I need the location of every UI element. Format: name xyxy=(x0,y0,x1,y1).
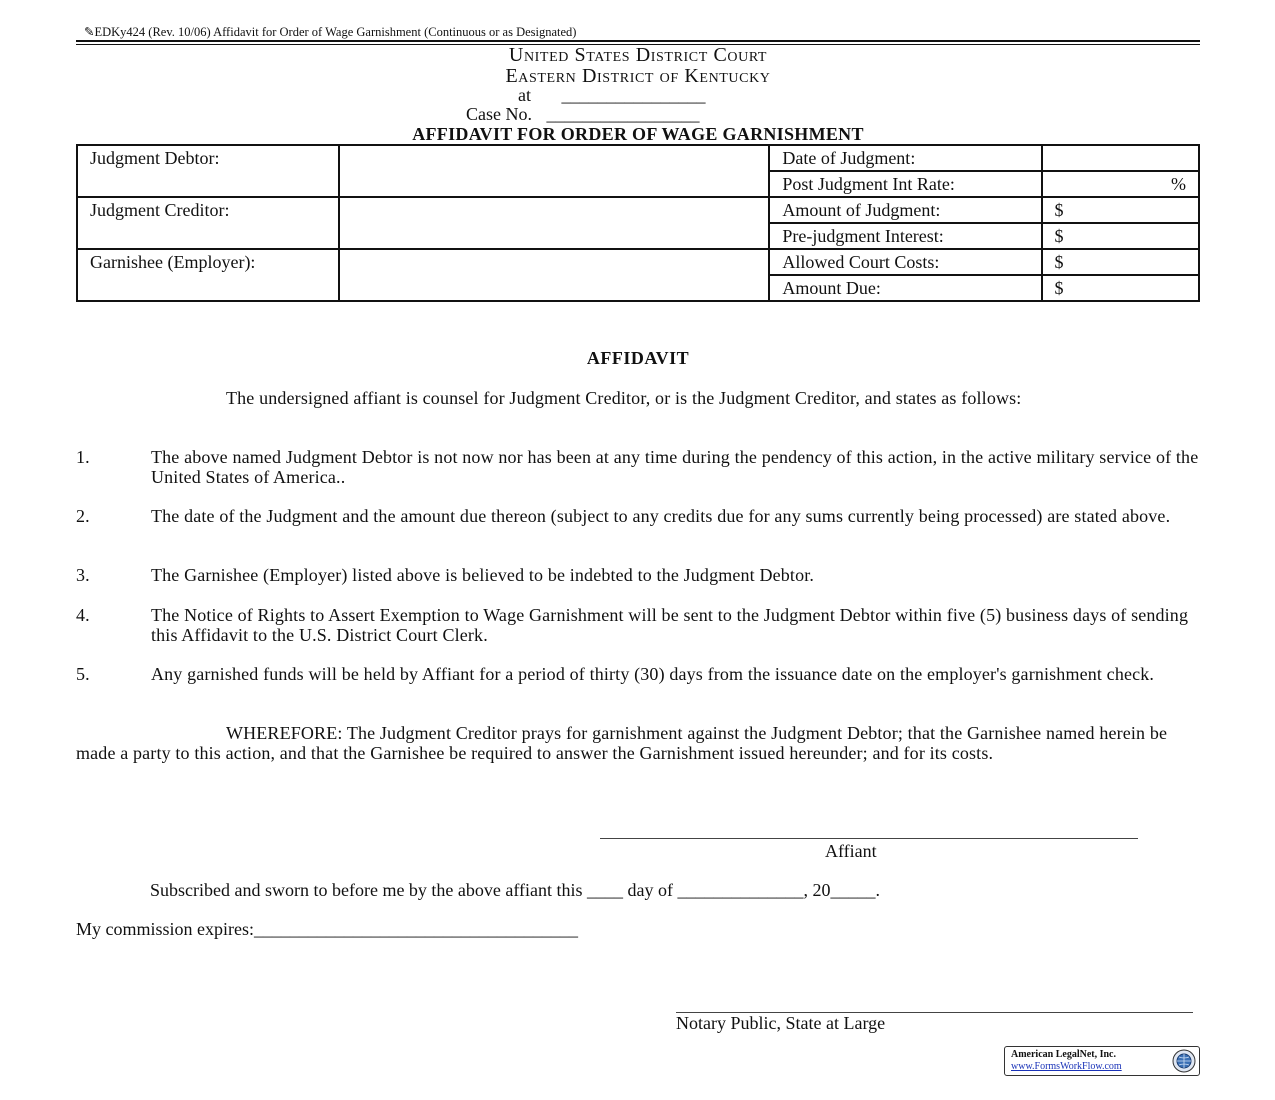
item-text: The above named Judgment Debtor is not now nor has been at any time during the pendency of this action, in the active military service of the United States of America.. xyxy=(151,447,1199,487)
post-judgment-rate-field[interactable]: % xyxy=(1042,171,1199,197)
amount-due-field[interactable]: $ xyxy=(1042,275,1199,301)
case-number-row xyxy=(466,104,700,124)
case-number-blank[interactable]: _________________ xyxy=(546,104,700,124)
garnishee-field[interactable] xyxy=(339,249,769,301)
district-name: Eastern District of Kentucky xyxy=(505,65,771,87)
item-number: 5. xyxy=(76,664,90,684)
judgment-debtor-field[interactable] xyxy=(339,145,769,197)
summary-table xyxy=(76,144,1200,302)
affiant-label: Affiant xyxy=(825,841,877,861)
garnishee-label: Garnishee (Employer): xyxy=(77,249,339,301)
table-row xyxy=(77,145,1199,171)
item-text: The date of the Judgment and the amount due thereon (subject to any credits due for any sums currently being processed) are stated above. xyxy=(151,506,1171,526)
item-text: The Notice of Rights to Assert Exemption to Wage Garnishment will be sent to the Judgment Debtor within five (5) business days of sending this Affidavit to the U.S. District Court Clerk. xyxy=(151,605,1189,645)
form-id: ✎EDKy424 (Rev. 10/06) Affidavit for Order of Wage Garnishment (Continuous or as Designated) xyxy=(84,25,577,39)
header-rule xyxy=(76,40,1200,42)
item-text: Any garnished funds will be held by Affiant for a period of thirty (30) days from the issuance date on the employer's garnishment check. xyxy=(151,664,1155,684)
table-row xyxy=(77,249,1199,275)
list-item xyxy=(76,605,1200,645)
prejudgment-interest-field[interactable]: $ xyxy=(1042,223,1199,249)
item-number: 2. xyxy=(76,506,90,526)
item-number: 4. xyxy=(76,605,90,625)
court-costs-field[interactable]: $ xyxy=(1042,249,1199,275)
commission-expires: My commission expires:____________________________________ xyxy=(76,919,578,939)
case-label: Case No. xyxy=(466,104,532,124)
item-number: 3. xyxy=(76,565,90,585)
date-of-judgment-field[interactable] xyxy=(1042,145,1199,171)
list-item xyxy=(76,664,1200,704)
american-legalnet-logo[interactable] xyxy=(1004,1046,1200,1076)
table-row xyxy=(77,197,1199,223)
at-row xyxy=(518,85,706,105)
judgment-creditor-label: Judgment Creditor: xyxy=(77,197,339,249)
judgment-debtor-label: Judgment Debtor: xyxy=(77,145,339,197)
amount-of-judgment-field[interactable]: $ xyxy=(1042,197,1199,223)
amount-of-judgment-label: Amount of Judgment: xyxy=(769,197,1041,223)
affidavit-heading: AFFIDAVIT xyxy=(586,348,690,368)
amount-due-label: Amount Due: xyxy=(769,275,1041,301)
prejudgment-interest-label: Pre-judgment Interest: xyxy=(769,223,1041,249)
logo-company: American LegalNet, Inc. xyxy=(1011,1049,1116,1060)
logo-url[interactable]: www.FormsWorkFlow.com xyxy=(1011,1061,1122,1072)
court-name: United States District Court xyxy=(508,44,768,66)
court-costs-label: Allowed Court Costs: xyxy=(769,249,1041,275)
at-blank[interactable]: ________________ xyxy=(561,85,706,105)
judgment-creditor-field[interactable] xyxy=(339,197,769,249)
item-text: The Garnishee (Employer) listed above is believed to be indebted to the Judgment Debtor. xyxy=(151,565,815,585)
wherefore-paragraph: WHEREFORE: The Judgment Creditor prays for garnishment against the Judgment Debtor; that the Garnishee named herein be made a party to this action, and that the Garnishee be required to answer the Garnishment issued hereunder; and for its costs. xyxy=(76,723,1168,763)
post-judgment-rate-label: Post Judgment Int Rate: xyxy=(769,171,1041,197)
affidavit-intro: The undersigned affiant is counsel for Judgment Creditor, or is the Judgment Creditor, and states as follows: xyxy=(226,388,1022,408)
notary-label: Notary Public, State at Large xyxy=(676,1013,886,1033)
at-label: at xyxy=(518,85,531,105)
affiant-signature-line[interactable] xyxy=(600,838,1138,839)
list-item xyxy=(76,506,1200,546)
date-of-judgment-label: Date of Judgment: xyxy=(769,145,1041,171)
list-item xyxy=(76,447,1200,487)
item-number: 1. xyxy=(76,447,90,467)
sworn-statement: Subscribed and sworn to before me by the above affiant this ____ day of ______________, 20_____. xyxy=(150,880,881,900)
globe-icon xyxy=(1172,1049,1196,1073)
page-title: AFFIDAVIT FOR ORDER OF WAGE GARNISHMENT xyxy=(412,124,864,144)
list-item xyxy=(76,565,1200,585)
